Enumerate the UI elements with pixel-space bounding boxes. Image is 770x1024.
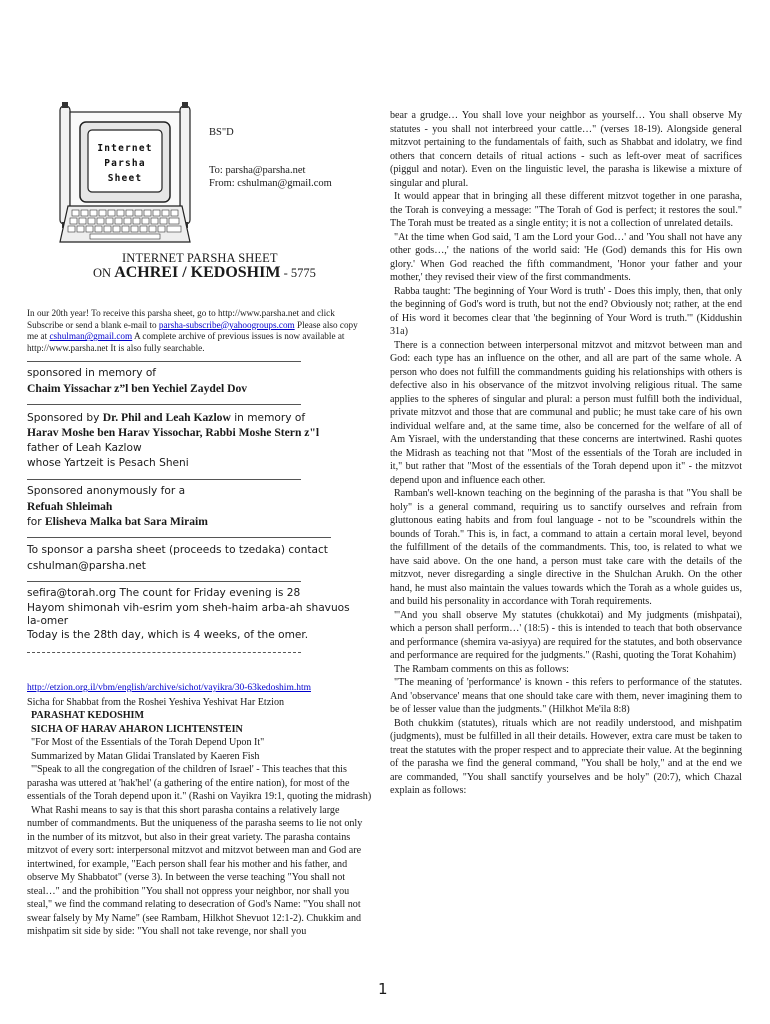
paragraph: Both chukkim (statutes), rituals which are not readily understood, and mishpatim (judgments), must be fulfilled in all their details. However, extra care must be taken to treat the statutes with the proper respect and to appreciate their value. At the beginning of the parasha we find the general command, "You shall be holy," and at the end we are commanded, "You shall sanctify yourselves and be holy" (20:7), which Chazal explain as follows: <box>390 717 742 796</box>
divider <box>27 537 331 538</box>
sponsor2-line4: whose Yartzeit is Pesach Sheni <box>27 457 189 469</box>
paragraph: Ramban's well-known teaching on the beginning of the parasha is that "You shall be holy" is a general command, requiring us to sanctify ourselves and refrain from gluttonous eating habits and from foul language - not to be "scoundrels within the bounds of Torah." This is, in fact, a command to attain a certain moral level, beyond the fulfillment of the details of the commandments. This, too, is related to what we have said above. On the one hand, a person must take care with the details of the mitzvot, never disregarding a single directive in the Shulchan Arukh. On the other hand, he must also maintain the values towards which the Torah as a whole guides us, and build his personality in accordance with Torah requirements. <box>390 488 742 607</box>
title-year: - 5775 <box>283 266 316 280</box>
to-email: To: parsha@parsha.net <box>209 165 306 176</box>
article-subtitle: "For Most of the Essentials of the Torah Depend Upon It" <box>31 737 265 748</box>
omer-line4: Today is the 28th day, which is 4 weeks, of the omer. <box>27 629 309 641</box>
sponsor3-line3 <box>27 514 208 530</box>
paragraph: "'Speak to all the congregation of the children of Israel' - This teaches that this parasha was uttered at 'hak'hel' (a gathering of the entire nation), for most of the essentials of the Torah depend upon it." (Rashi on Vayikra 19:1, quoting the midrash) <box>27 764 372 802</box>
intro-paragraph <box>27 308 370 354</box>
article-heading-1: PARASHAT KEDOSHIM <box>31 710 145 721</box>
article-left-column <box>27 681 372 939</box>
contact-line2: cshulman@parsha.net <box>27 560 146 572</box>
article-source: Sicha for Shabbat from the Roshei Yeshiva Yeshivat Har Etzion <box>27 696 285 708</box>
sheet-title: INTERNET PARSHA SHEET <box>122 251 278 265</box>
intro-text-2: Please also copy me at <box>27 319 358 342</box>
contact-line1: To sponsor a parsha sheet (proceeds to tzedaka) contact <box>27 544 328 556</box>
article-heading-2: SICHA OF HARAV AHARON LICHTENSTEIN <box>31 723 243 735</box>
paragraph: "The meaning of 'performance' is known - this refers to performance of the statutes. And 'observance' means that one should take care with them, never imagining them to be of lesser value than the judgments." (Hilkhot Me'ila 8:8) <box>390 677 742 715</box>
sponsor2-line1 <box>27 410 305 426</box>
page-number: 1 <box>378 980 388 998</box>
contact-email-link[interactable]: cshulman@gmail.com <box>49 331 133 342</box>
omer-line3: la-omer <box>27 615 69 627</box>
divider <box>27 404 301 405</box>
sponsor3-pre: for <box>27 516 45 528</box>
sponsor1-label: sponsored in memory of <box>27 367 157 379</box>
logo-line3: Sheet <box>107 173 143 184</box>
divider <box>27 581 301 582</box>
sponsor2-by: Dr. Phil and Leah Kazlow <box>102 411 231 424</box>
divider <box>27 479 301 480</box>
title-on: ON <box>93 266 112 280</box>
sponsor3-line1: Sponsored anonymously for a <box>27 485 186 497</box>
paragraph: "At the time when God said, 'I am the Lord your God…' and 'You shall not have any other gods…,' the nations of the world said: 'He (God) demands this for His own glory.' When God reached the fifth commandment, 'Honor your father and your mother,' they revised their view of the first commandments. <box>390 231 742 283</box>
sponsor3-name: Elisheva Malka bat Sara Miraim <box>44 515 208 528</box>
omer-line1: sefira@torah.org The count for Friday evening is 28 <box>27 587 301 599</box>
sponsor1-name: Chaim Yissachar z”l ben Yechiel Zaydel Dov <box>27 382 248 395</box>
sponsor2-pre: Sponsored by <box>27 412 103 424</box>
paragraph: It would appear that in bringing all these different mitzvot together in one parasha, the Torah is conveying a message: "The Torah of God is perfect; it restores the soul." The Torah must be treated as a single entity; it is not a collection of unrelated details. <box>390 191 742 229</box>
from-email: From: cshulman@gmail.com <box>209 178 332 189</box>
paragraph: bear a grudge… You shall love your neighbor as yourself… You shall observe My statutes - you shall not interbreed your cattle…" (verses 18-19). Alongside general mitzvot pertaining to the fundamentals of faith, such as Shabbat and idolatry, we find others that concern details of ritual actions - such as left-over meat of sacrifices (piggul and notar). Even on the linguistic level, the parasha is likewise a mixture of singular and plural. <box>390 110 742 189</box>
omer-line2: Hayom shimonah vih-esrim yom sheh-haim arba-ah shavuos <box>27 602 350 614</box>
logo-line1: Internet <box>97 143 153 154</box>
intro-text-3: A complete archive of previous issues is now available at http://www.parsha.net It is also fully searchable. <box>27 331 345 353</box>
logo-line2: Parsha <box>104 158 146 169</box>
article-right-column <box>390 109 742 798</box>
sponsor2-line3: father of Leah Kazlow <box>27 442 142 454</box>
parsha-name: ACHREI / KEDOSHIM <box>114 264 281 281</box>
paragraph: There is a connection between interpersonal mitzvot and mitzvot between man and God: each type has an influence on the other, and all are part of the same whole. A person who does not fulfill the commandments guiding his relationships with others is defective also in his observance of the mitzvot involving religious ritual. The same applies to the spheres of singular and plural: a person must fulfill both the individual, private mitzvot and those that are communal and public; he must take care of his own individual welfare and, at the same time, also be concerned for the welfare of all of Am Yisrael, with the understanding that these concerns are intertwined. Rashi quotes the Midrash as teaching not that "Most of the essentials of the Torah are included in it," but rather that "Most of the essentials of the Torah depend upon it" - the mitzvot depend upon and influence each other. <box>390 339 742 486</box>
intro-text-1: In our 20th year! To receive this parsha sheet, go to http://www.parsha.net and click Subscribe or send a blank e-mail to <box>27 308 335 330</box>
paragraph: The Rambam comments on this as follows: <box>394 663 569 675</box>
article-credits: Summarized by Matan Glidai Translated by Kaeren Fish <box>31 750 260 762</box>
internet-parsha-sheet-logo <box>50 102 200 247</box>
divider <box>27 652 301 653</box>
divider <box>27 361 301 362</box>
bsd-heading: BS"D <box>209 127 234 138</box>
sponsor3-line2: Refuah Shleimah <box>27 500 113 513</box>
paragraph: Rabba taught: 'The beginning of Your Word is truth' - Does this imply, then, that only the beginning of God's word is truth, but not the end? Obviously not; rather, at the end of His word it becomes clear that 'the beginning of Your Word is truth.'" (Kiddushin 31a) <box>390 285 742 337</box>
subscribe-link[interactable]: parsha-subscribe@yahoogroups.com <box>158 319 295 330</box>
sponsor2-post: in memory of <box>230 412 306 424</box>
paragraph: "'And you shall observe My statutes (chukkotai) and My judgments (mishpatai), which a person shall perform…' (18:5) - this is intended to teach that both observance and performance (shemira va-asiyya) are required for the statutes, and both observance and performance are required for the judgments." (Rashi, quoting the Torat Kohahim) <box>390 609 742 661</box>
parsha-title <box>93 264 316 282</box>
paragraph: What Rashi means to say is that this short parasha contains a relatively large number of commandments. But the uniqueness of the parasha seems to lie not only in the number of its mitzvot, but also in their great variety. The parasha contains mitzvot of every sort: interpersonal mitzvot and mitzvot between man and God are intertwined, for example, "Each person shall fear his mother and his father, and observe My Shabbatot" (verse 3). In between the verse teaching "You shall not steal…" and the prohibition "You shall not oppress your neighbor, nor shall you steal," we find the command relating to desecration of God's Name: "You shall not swear falsely by My Name" (see Rambam, Hilkhot Shevuot 12:1-2). Chukkim and mishpatim sit side by side: "You shall not take revenge, nor shall you <box>27 804 363 937</box>
article-url-link[interactable]: http://etzion.org.il/vbm/english/archive/sichot/vayikra/30-63kedoshim.htm <box>27 683 311 693</box>
sponsor2-name: Harav Moshe ben Harav Yissochar, Rabbi Moshe Stern z"l <box>27 426 320 439</box>
